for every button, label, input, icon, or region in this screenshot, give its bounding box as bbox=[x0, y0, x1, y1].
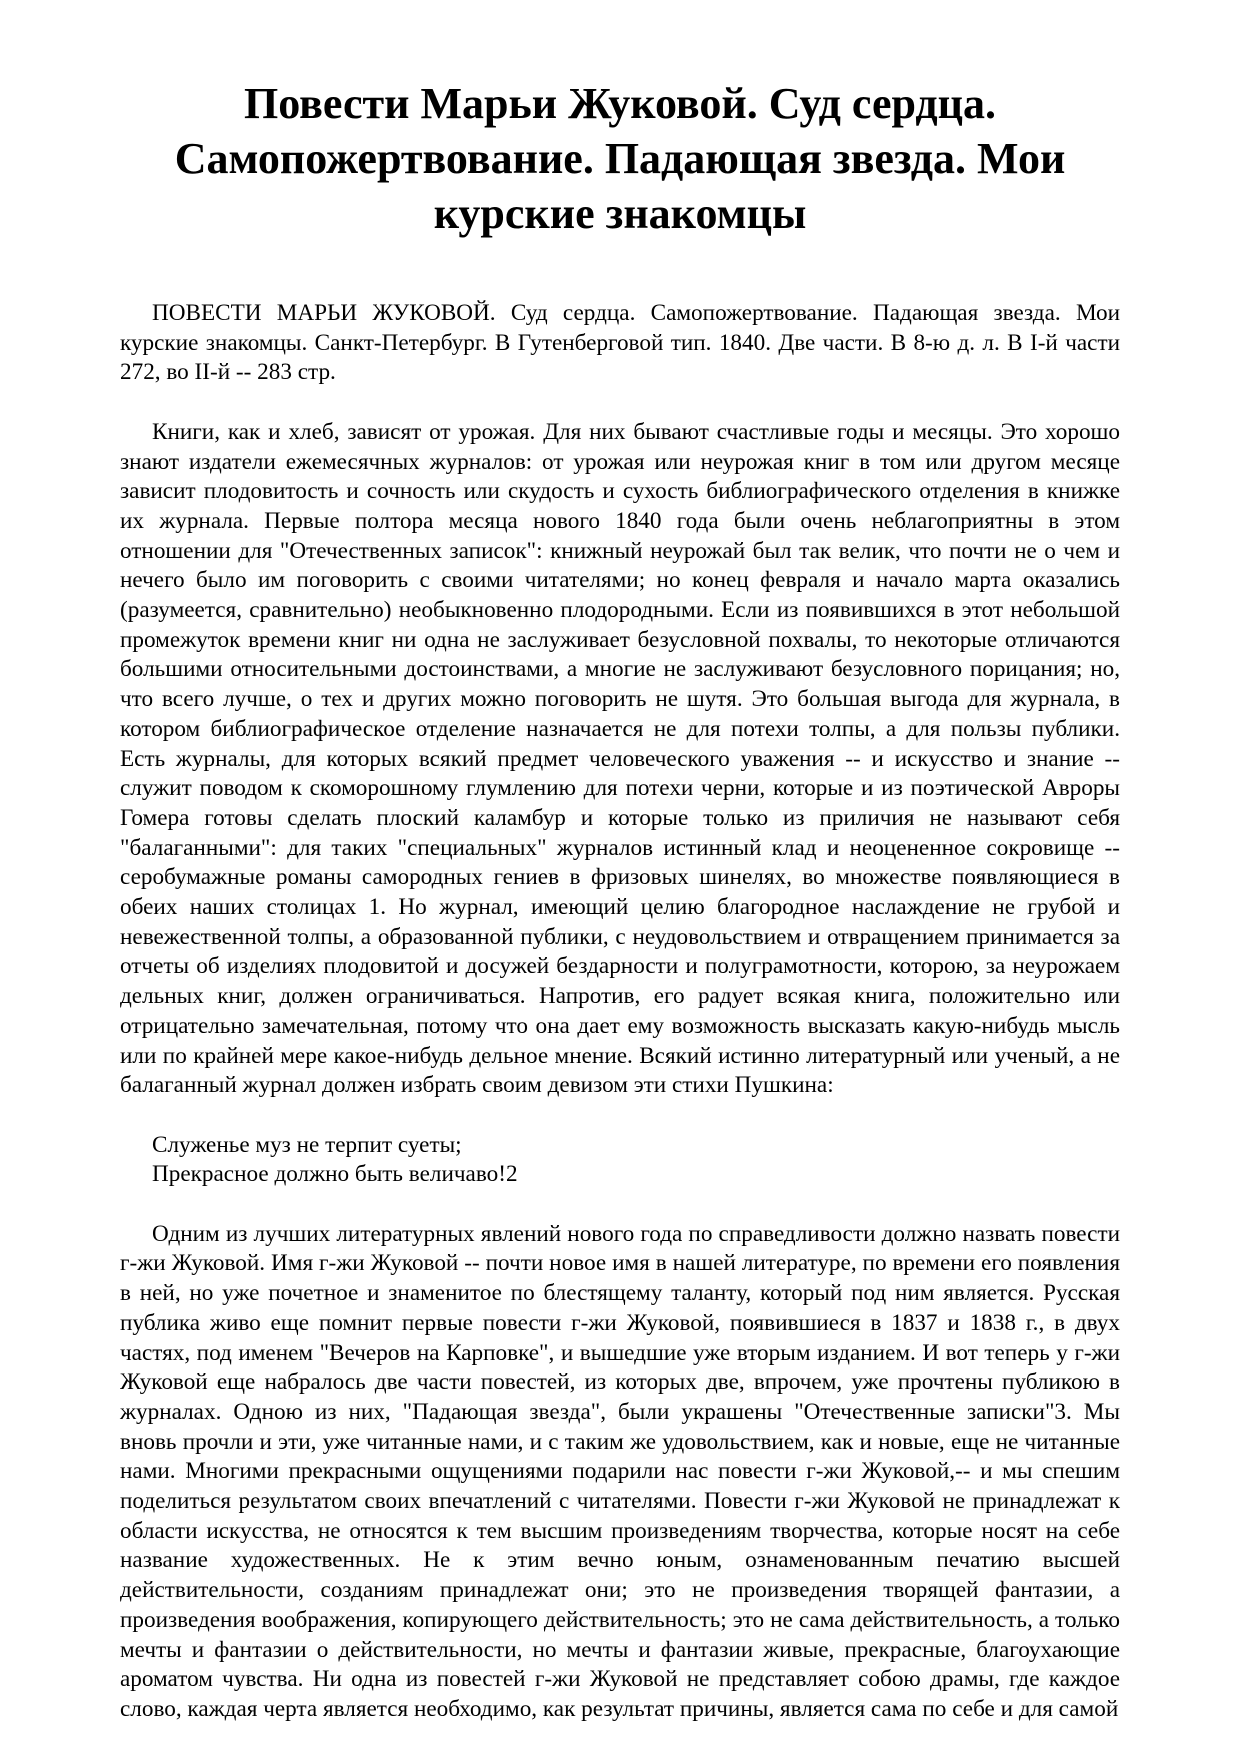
body-paragraph: Книги, как и хлеб, зависят от урожая. Для них бывают счастливые годы и месяцы. Это хорошо знают издатели ежемесячных журналов: от урожая или неурожая книг в том или другом месяце зависит плодовитость и сочность или скудость и сухость библиографического отделения в книжке их журнала. Первые полтора месяца нового 1840 года были очень неблагоприятны в этом отношении для "Отечественных записок": книжный неурожай был так велик, что почти не о чем и нечего было им поговорить с своими читателями; но конец февраля и начало марта оказались (разумеется, сравнительно) необыкновенно плодородными. Если из появившихся в этот небольшой промежуток времени книг ни одна не заслуживает безусловной похвалы, то некоторые отличаются большими относительными достоинствами, а многие не заслуживают безусловного порицания; но, что всего лучше, о тех и других можно поговорить не шутя. Это большая выгода для журнала, в котором библиографическое отделение назначается не для потехи толпы, а для пользы публики. Есть журналы, для которых всякий предмет человеческого уважения -- и искусство и знание -- служит поводом к скоморошному глумлению для потехи черни, которые и из поэтической Авроры Гомера готовы сделать плоский каламбур и которые только из приличия не называют себя "балаганными": для таких "специальных" журналов истинный клад и неоцененное сокровище -- серобумажные романы самородных гениев в фризовых шинелях, во множестве появляющиеся в обеих наших столицах 1. Но журнал, имеющий целию благородное наслаждение не грубой и невежественной толпы, а образованной публики, с неудовольствием и отвращением принимается за отчеты об изделиях плодовитой и досужей бездарности и полуграмотности, которою, за неурожаем дельных книг, должен ограничиваться. Напротив, его радует всякая книга, положительно или отрицательно замечательная, потому что она дает ему возможность высказать какую-нибудь мысль или по крайней мере какое-нибудь дельное мнение. Всякий истинно литературный или ученый, а не балаганный журнал должен избрать своим девизом эти стихи Пушкина: bbox=[120, 418, 1120, 1099]
bibliographic-paragraph: ПОВЕСТИ МАРЬИ ЖУКОВОЙ. Суд сердца. Самопожертвование. Падающая звезда. Мои курские знакомцы. Санкт-Петербург. В Гутенберговой тип. 1840. Две части. В 8-ю д. л. В I-й части 272, во II-й -- 283 стр. bbox=[120, 300, 1120, 386]
verse-quote bbox=[152, 1131, 1120, 1190]
body-paragraph: Одним из лучших литературных явлений нового года по справедливости должно назвать повести г-жи Жуковой. Имя г-жи Жуковой -- почти новое имя в нашей литературе, по времени его появления в ней, но уже почетное и знаменитое по блестящему таланту, который под ним является. Русская публика живо еще помнит первые повести г-жи Жуковой, появившиеся в 1837 и 1838 г., в двух частях, под именем "Вечеров на Карповке", и вышедшие уже вторым изданием. И вот теперь у г-жи Жуковой еще набралось две части повестей, из которых две, впрочем, уже прочтены публикою в журналах. Одною из них, "Падающая звезда", были украшены "Отечественные записки"3. Мы вновь прочли и эти, уже читанные нами, и с таким же удовольствием, как и новые, еще не читанные нами. Многими прекрасными ощущениями подарили нас повести г-жи Жуковой,-- и мы спешим поделиться результатом своих впечатлений с читателями. Повести г-жи Жуковой не принадлежат к области искусства, не относятся к тем высшим произведениям творчества, которые носят на себе название художественных. Не к этим вечно юным, ознаменованным печатию высшей действительности, созданиям принадлежат они; это не произведения творящей фантазии, а произведения воображения, копирующего действительность; это не сама действительность, а только мечты и фантазии о действительности, но мечты и фантазии живые, прекрасные, благоухающие ароматом чувства. Ни одна из повестей г-жи Жуковой не представляет собою драмы, где каждое слово, каждая черта является необходимо, как результат причины, является сама по себе и для самой bbox=[120, 1220, 1120, 1722]
verse-line: Служенье муз не терпит суеты; bbox=[152, 1131, 462, 1158]
verse-line: Прекрасное должно быть величаво!2 bbox=[152, 1161, 518, 1188]
document-title: Повести Марьи Жуковой. Суд сердца. Самопожертвование. Падающая звезда. Мои курские знакомцы bbox=[174, 79, 1066, 238]
